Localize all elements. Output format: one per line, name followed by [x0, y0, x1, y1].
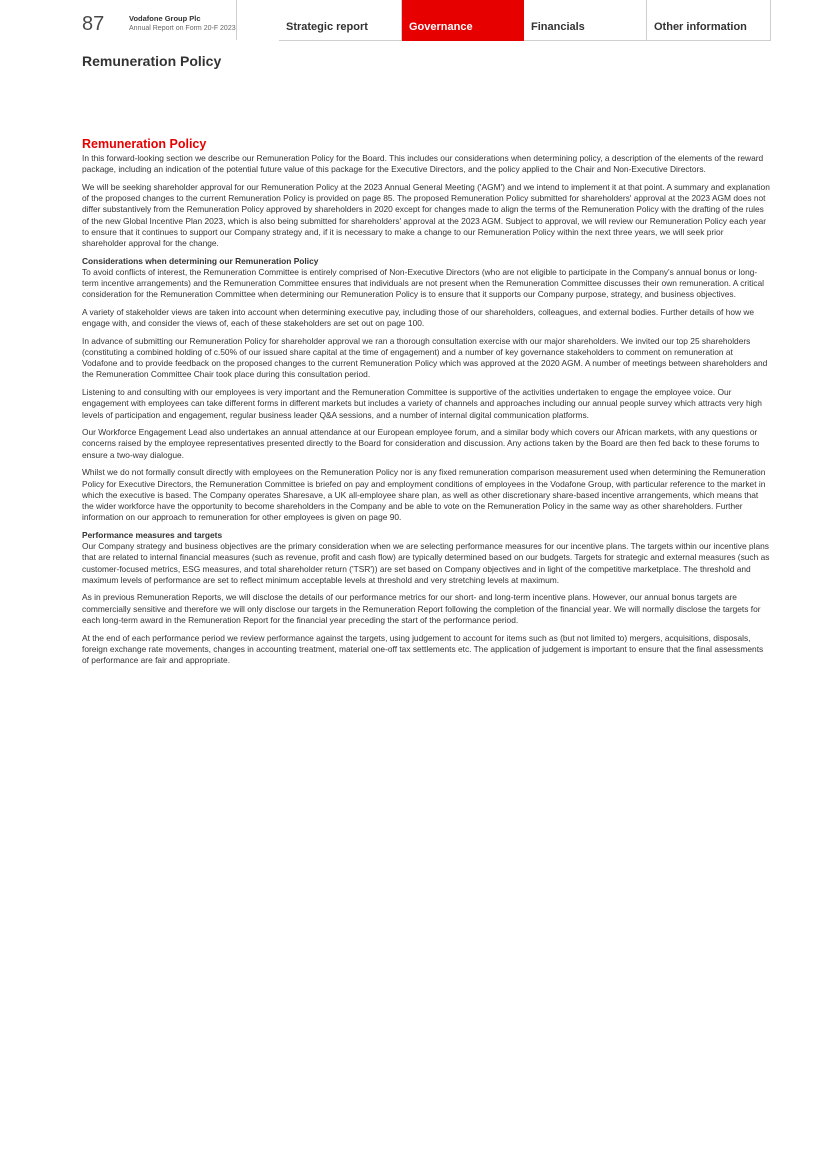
paragraph: Listening to and consulting with our employees is very important and the Remuneration Committee is supportive of the activities undertaken to engage the employee voice. Our engagement with employees can take different forms in different markets but includes a variety of channels and approaches including our annual people survey which attracts very high levels of participation and engagement, regular business leader Q&A sessions, and a number of internal digital communication platforms.	[82, 387, 762, 420]
tab-label: Other information	[654, 21, 747, 33]
paragraph: Our Workforce Engagement Lead also undertakes an annual attendance at our European employee forum, and a similar body which covers our African markets, with any questions or concerns raised by the employee representatives presented directly to the Board for consideration and discussion. Any actions taken by the Board are then fed back to these forums to ensure a two-way dialogue.	[82, 427, 760, 460]
paragraph: In advance of submitting our Remuneration Policy for shareholder approval we ran a thorough consultation exercise with our major shareholders. We invited our top 25 shareholders (constituting a combined holding of c.50% of our issued share capital at the time of engagement) and a number of key governance stakeholders to comment on remuneration at Vodafone and to provide feedback on the proposed changes to the current Remuneration Policy which was approved at the 2020 AGM. A number of meetings between shareholders and the Remuneration Committee Chair took place during this consultation period.	[82, 335, 768, 380]
page-number: 87	[82, 13, 105, 35]
subheading-performance: Performance measures and targets	[82, 529, 223, 540]
paragraph: Whilst we do not formally consult directly with employees on the Remuneration Policy nor is any fixed remuneration comparison measurement used when determining the Remuneration Policy for Executive Directors, the Remuneration Committee is briefed on pay and employment conditions of employees in the Vodafone Group, with particular reference to the market in which the executive is based. The Company operates Sharesave, a UK all-employee share plan, as well as other discretionary share-based incentive arrangements, which means that the wider workforce have the opportunity to become shareholders in the Company and be able to vote on the Remuneration Policy in the same way as other shareholders. Further information on our approach to remuneration for other employees is given on page 90.	[82, 467, 766, 523]
tab-financials[interactable]	[524, 0, 647, 41]
paragraph: A variety of stakeholder views are taken into account when determining executive pay, including those of our shareholders, colleagues, and external bodies. Further details of how we engage with, and consider the views of, each of these stakeholders are set out on page 100.	[82, 306, 755, 329]
page-heading: Remuneration Policy	[82, 137, 207, 151]
paragraph: As in previous Remuneration Reports, we will disclose the details of our performance metrics for our short- and long-term incentive plans. However, our annual bonus targets are commercially sensitive and therefore we will only disclose our targets in the Remuneration Report following the completion of the financial year. We will normally disclose the targets for each long-term award in the Remuneration Report for the financial year preceding the start of the performance period.	[82, 592, 761, 625]
paragraph: At the end of each performance period we review performance against the targets, using judgement to account for items such as (but not limited to) mergers, acquisitions, disposals, foreign exchange rate movements, changes in accounting treatment, material one-off tax settlements etc. The application of judgement is important to ensure that the final assessments of performance are fair and appropriate.	[82, 632, 764, 665]
main-content	[82, 136, 770, 673]
tab-governance[interactable]	[402, 0, 524, 41]
paragraph: In this forward-looking section we describe our Remuneration Policy for the Board. This includes our considerations when determining policy, a description of the elements of the reward package, including an indication of the potential future value of this package for the Executive Directors, and the policy applied to the Chair and Non-Executive Directors.	[82, 153, 764, 175]
company-block	[122, 0, 237, 40]
tab-strategic-report[interactable]	[279, 0, 402, 41]
company-name: Vodafone Group Plc	[129, 14, 201, 23]
page-header	[82, 0, 770, 40]
paragraph: We will be seeking shareholder approval for our Remuneration Policy at the 2023 Annual General Meeting ('AGM') and we intend to implement it at that point. A summary and explanation of the proposed changes to the current Remuneration Policy is provided on page 85. The proposed Remuneration Policy submitted for shareholders' approval at the 2023 AGM does not differ substantively from the Remuneration Policy approved by shareholders in 2020 except for changes made to align the terms of the Remuneration Policy with the drafting of the rules of the new Global Incentive Plan 2023, which is also being submitted for shareholders' approval at the 2023 AGM. Subject to approval, we will review our Remuneration Policy each year to ensure that it continues to support our Company strategy and, if it is necessary to make a change to our Remuneration Policy within the next three years, we will seek prior shareholder approval for the change.	[82, 181, 770, 248]
section-title: Remuneration Policy	[82, 53, 222, 69]
subheading-considerations: Considerations when determining our Remuneration Policy	[82, 255, 319, 266]
paragraph: Our Company strategy and business objectives are the primary consideration when we are selecting performance measures for our incentive plans. The targets within our incentive plans that are related to internal financial measures (such as revenue, profit and cash flow) are typically determined based on our budgets. Targets for strategic and external measures (such as customer-focused metrics, ESG measures, and total shareholder return ('TSR')) are set based on Company objectives and in light of the competitive marketplace. The threshold and maximum levels of performance are set to reflect minimum acceptable levels at threshold and very stretching levels at maximum.	[82, 541, 770, 585]
tab-label: Governance	[409, 21, 473, 33]
report-subtitle: Annual Report on Form 20-F 2023	[129, 25, 236, 32]
paragraph: To avoid conflicts of interest, the Remuneration Committee is entirely comprised of Non-Executive Directors (who are not eligible to participate in the Company's annual bonus or long-term incentive arrangements) and the Remuneration Committee ensures that individuals are not present when the Remuneration Committee discusses their own remuneration. A critical consideration for the Remuneration Committee when determining our Remuneration Policy is to ensure that it supports our Company purpose, strategy, and business objectives.	[82, 266, 764, 300]
tab-label: Strategic report	[286, 21, 368, 33]
tab-other-information[interactable]	[647, 0, 771, 41]
tab-label: Financials	[531, 21, 585, 33]
